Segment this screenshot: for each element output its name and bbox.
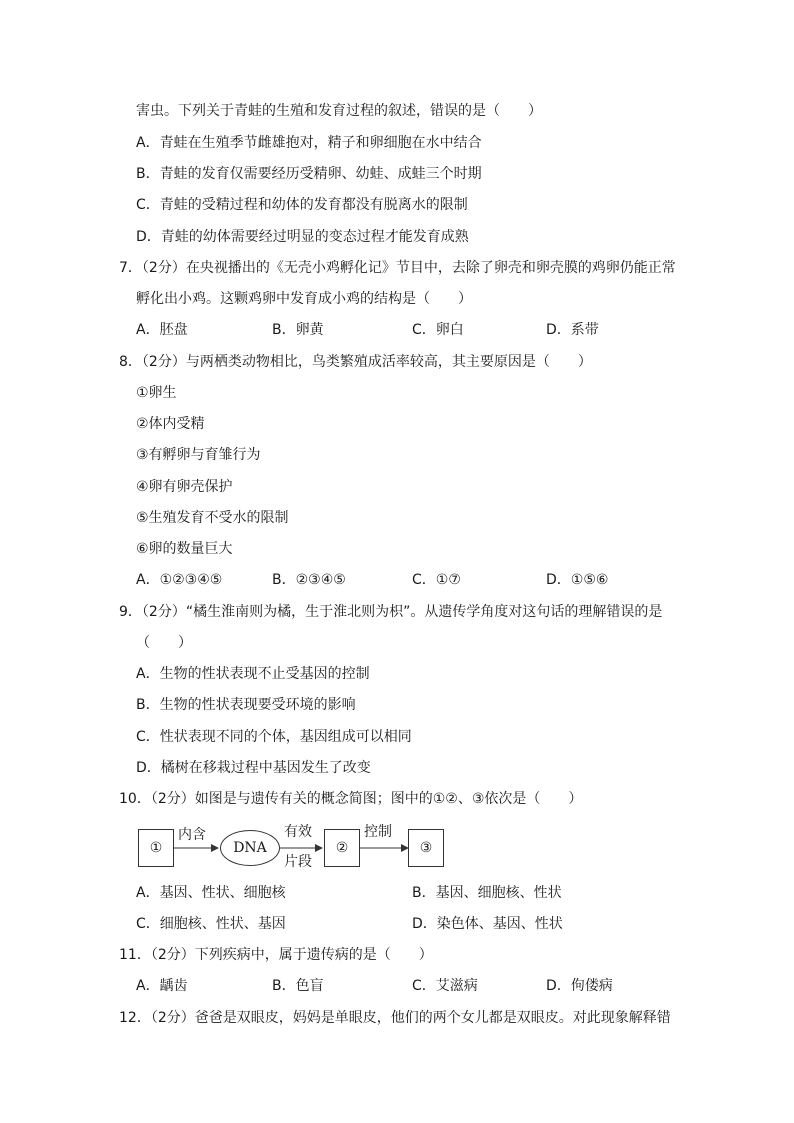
dna-oval: DNA	[220, 830, 280, 866]
concept-diagram	[136, 824, 456, 870]
q11-option-d: D．佝偻病	[546, 978, 613, 994]
diagram-box-1: ①	[138, 829, 174, 867]
q8-stem: 8．（2分）与两栖类动物相比，鸟类繁殖成活率较高，其主要原因是（ ）	[119, 354, 592, 370]
q7-option-d: D．系带	[546, 322, 599, 338]
q8-item-2: ②体内受精	[136, 416, 205, 432]
label-effective: 有效	[284, 824, 312, 840]
q8-item-4: ④卵有卵壳保护	[136, 479, 233, 495]
q7-option-c: C．卵白	[412, 322, 464, 338]
diagram-box-3: ③	[408, 829, 444, 867]
q8-item-6: ⑥卵的数量巨大	[136, 541, 233, 557]
q8-item-3: ③有孵卵与育雏行为	[136, 447, 261, 463]
q9-stem-line2: （ ）	[136, 635, 192, 651]
q10-option-c: C．细胞核、性状、基因	[136, 916, 286, 932]
q10-stem: 10．（2分）如图是与遗传有关的概念简图；图中的①②、③依次是（ ）	[119, 791, 583, 807]
q7-stem-line1: 7．（2分）在央视播出的《无壳小鸡孵化记》节目中，去除了卵壳和卵壳膜的鸡卵仍能正常	[119, 260, 676, 276]
q6-option-b: B．青蛙的发育仅需要经历受精卵、幼蛙、成蛙三个时期	[136, 166, 482, 182]
diagram-box-2: ②	[324, 829, 360, 867]
q8-option-c: C．①⑦	[412, 572, 461, 588]
q7-option-a: A．胚盘	[136, 322, 188, 338]
q9-option-d: D．橘树在移栽过程中基因发生了改变	[136, 760, 371, 776]
q11-option-b: B．色盲	[272, 978, 324, 994]
q11-option-c: C．艾滋病	[412, 978, 478, 994]
q6-option-c: C．青蛙的受精过程和幼体的发育都没有脱离水的限制	[136, 197, 468, 213]
q12-stem: 12．（2分）爸爸是双眼皮，妈妈是单眼皮，他们的两个女儿都是双眼皮。对此现象解释错	[119, 1010, 671, 1026]
q10-option-d: D．染色体、基因、性状	[412, 916, 563, 932]
q7-stem-line2: 孵化出小鸡。这颗鸡卵中发育成小鸡的结构是（ ）	[136, 291, 472, 307]
q6-option-d: D．青蛙的幼体需要经过明显的变态过程才能发育成熟	[136, 229, 469, 245]
q9-option-c: C．性状表现不同的个体，基因组成可以相同	[136, 729, 412, 745]
q9-option-a: A．生物的性状表现不止受基因的控制	[136, 666, 370, 682]
label-contains: 内含	[178, 827, 206, 843]
q10-option-b: B．基因、细胞核、性状	[412, 885, 562, 901]
q7-option-b: B．卵黄	[272, 322, 324, 338]
q8-item-1: ①卵生	[136, 385, 177, 401]
q11-stem: 11．（2分）下列疾病中，属于遗传病的是（ ）	[119, 947, 433, 963]
q9-option-b: B．生物的性状表现要受环境的影响	[136, 697, 356, 713]
q11-option-a: A．龋齿	[136, 978, 188, 994]
q8-option-b: B．②③④⑤	[272, 572, 346, 588]
q8-item-5: ⑤生殖发育不受水的限制	[136, 510, 289, 526]
q9-stem-line1: 9．（2分）“橘生淮南则为橘，生于淮北则为枳”。从遗传学角度对这句话的理解错误的是	[119, 604, 663, 620]
q8-option-a: A．①②③④⑤	[136, 572, 223, 588]
label-segment: 片段	[284, 854, 312, 870]
q6-option-a: A．青蛙在生殖季节雌雄抱对，精子和卵细胞在水中结合	[136, 135, 482, 151]
label-controls: 控制	[364, 824, 392, 840]
q10-option-a: A．基因、性状、细胞核	[136, 885, 286, 901]
q8-option-d: D．①⑤⑥	[546, 572, 609, 588]
q6-stem: 害虫。下列关于青蛙的生殖和发育过程的叙述，错误的是（ ）	[136, 103, 542, 119]
